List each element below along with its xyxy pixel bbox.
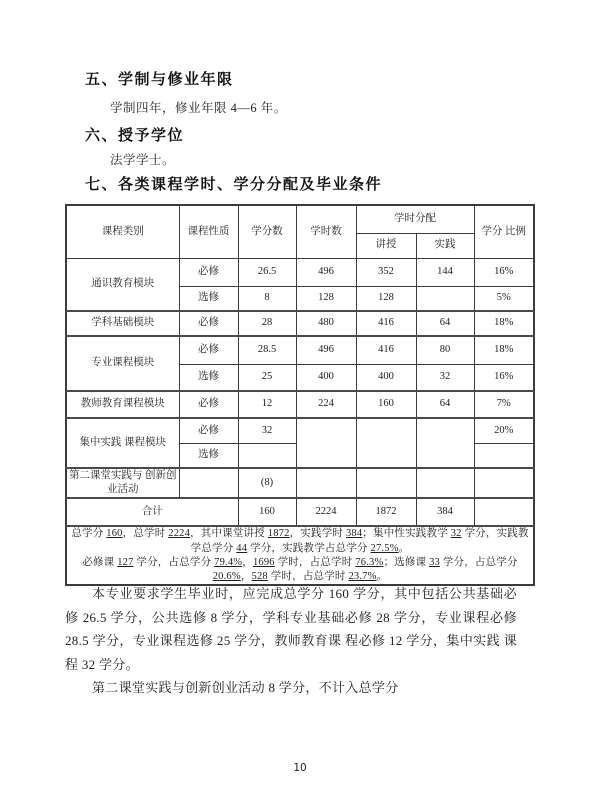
cell-5-ratio: 7% [474,391,534,418]
section-6-body: 法学学士。 [110,153,176,167]
cell-6-hours [296,418,356,468]
cell-8-ratio [474,468,534,498]
cell-0-credits: 26.5 [238,258,296,286]
paragraph-graduation-requirements: 本专业要求学生毕业时，应完成总学分 160 学分，其中包括公共基础必修 26.5 学分，公共选修 8 学分，学科专业基础必修 28 学分，专业课程必修 28.5 学分，专业课程选修 25 学分，教师教育课 程必修 12 学分，集中实践 课程 32 学分。 [65,586,517,672]
header-practice: 实践 [416,233,474,258]
curriculum-table-wrapper [65,204,535,586]
cell-6-ratio: 20% [474,418,534,443]
cell-5-category: 教师教育课程模块 [66,391,179,418]
header-ratio: 学分 比例 [474,205,534,258]
cell-7-credits [238,443,296,468]
cell-1-credits: 8 [238,286,296,311]
header-hours: 学时数 [296,205,356,258]
cell-total-practice: 384 [416,498,474,526]
cell-total-ratio [474,498,534,526]
cell-8-credits: (8) [238,468,296,498]
cell-6-credits: 32 [238,418,296,443]
header-hours-dist: 学时分配 [356,205,474,233]
cell-5-nature: 必修 [179,391,238,418]
body-text-block [65,582,517,700]
cell-1-lecture: 128 [356,286,416,311]
footnote-line-2: 必修课 127 学分，占总学分 79.4%，1696 学时，占总学时 76.3%；选修课 33 学分，占总学分 20.6%，528 学时，占总学时 23.7%。 [82,556,518,582]
cell-5-hours: 224 [296,391,356,418]
cell-2-hours: 480 [296,311,356,336]
cell-1-ratio: 5% [474,286,534,311]
heading-section-7: 七、各类课程学时、学分分配及毕业条件 [85,175,383,193]
cell-4-hours: 400 [296,364,356,391]
heading-section-6: 六、授予学位 [85,126,185,144]
cell-4-credits: 25 [238,364,296,391]
page-number: 10 [293,762,307,774]
table-row [66,418,534,443]
paragraph-second-classroom: 第二课堂实践与创新创业活动 8 学分，不计入总学分 [92,680,399,695]
cell-total-lecture: 1872 [356,498,416,526]
table-row [66,468,534,498]
footnote-line-1: 总学分 160，总学时 2224，其中课堂讲授 1872，实践学时 384；集中性实践教学 32 学分，实践教学总学分 44 学分，实践教学占总学分 27.5%。 [71,528,529,554]
cell-4-practice: 32 [416,364,474,391]
curriculum-table [65,204,535,586]
cell-3-hours: 496 [296,336,356,364]
cell-1-hours: 128 [296,286,356,311]
cell-0-category: 通识教育模块 [66,258,179,311]
cell-3-credits: 28.5 [238,336,296,364]
cell-8-category: 第二课堂实践与 创新创业活动 [66,468,179,498]
cell-4-nature: 选修 [179,364,238,391]
cell-0-ratio: 16% [474,258,534,286]
table-row [66,311,534,336]
table-row [66,258,534,286]
cell-2-credits: 28 [238,311,296,336]
cell-6-lecture [356,418,416,468]
header-nature: 课程性质 [179,205,238,258]
cell-3-ratio: 18% [474,336,534,364]
cell-3-nature: 必修 [179,336,238,364]
cell-3-category: 专业课程模块 [66,336,179,391]
cell-0-practice: 144 [416,258,474,286]
cell-2-practice: 64 [416,311,474,336]
cell-0-nature: 必修 [179,258,238,286]
cell-8-hours [296,468,356,498]
cell-6-category: 集中实践 课程模块 [66,418,179,468]
cell-total-label: 合计 [66,498,238,526]
cell-8-lecture [356,468,416,498]
cell-1-practice [416,286,474,311]
heading-section-5: 五、学制与修业年限 [85,70,234,88]
cell-1-nature: 选修 [179,286,238,311]
header-credits: 学分数 [238,205,296,258]
cell-8-nature [179,468,238,498]
header-lecture: 讲授 [356,233,416,258]
cell-7-nature: 选修 [179,443,238,468]
header-category: 课程类别 [66,205,179,258]
cell-0-lecture: 352 [356,258,416,286]
total-row [66,498,534,526]
cell-3-practice: 80 [416,336,474,364]
table-row [66,391,534,418]
cell-6-practice [416,418,474,468]
cell-total-credits: 160 [238,498,296,526]
cell-4-lecture: 400 [356,364,416,391]
cell-7-ratio [474,443,534,468]
cell-total-hours: 2224 [296,498,356,526]
cell-3-lecture: 416 [356,336,416,364]
cell-5-credits: 12 [238,391,296,418]
cell-2-nature: 必修 [179,311,238,336]
cell-2-ratio: 18% [474,311,534,336]
cell-4-ratio: 16% [474,364,534,391]
cell-6-nature: 必修 [179,418,238,443]
cell-8-practice [416,468,474,498]
footnote-row [66,526,534,585]
table-row [66,336,534,364]
cell-5-lecture: 160 [356,391,416,418]
cell-2-lecture: 416 [356,311,416,336]
cell-5-practice: 64 [416,391,474,418]
cell-2-category: 学科基础模块 [66,311,179,336]
header-row-1 [66,205,534,233]
table-footnote [66,526,534,585]
section-5-body: 学制四年，修业年限 4—6 年。 [110,101,287,115]
cell-0-hours: 496 [296,258,356,286]
